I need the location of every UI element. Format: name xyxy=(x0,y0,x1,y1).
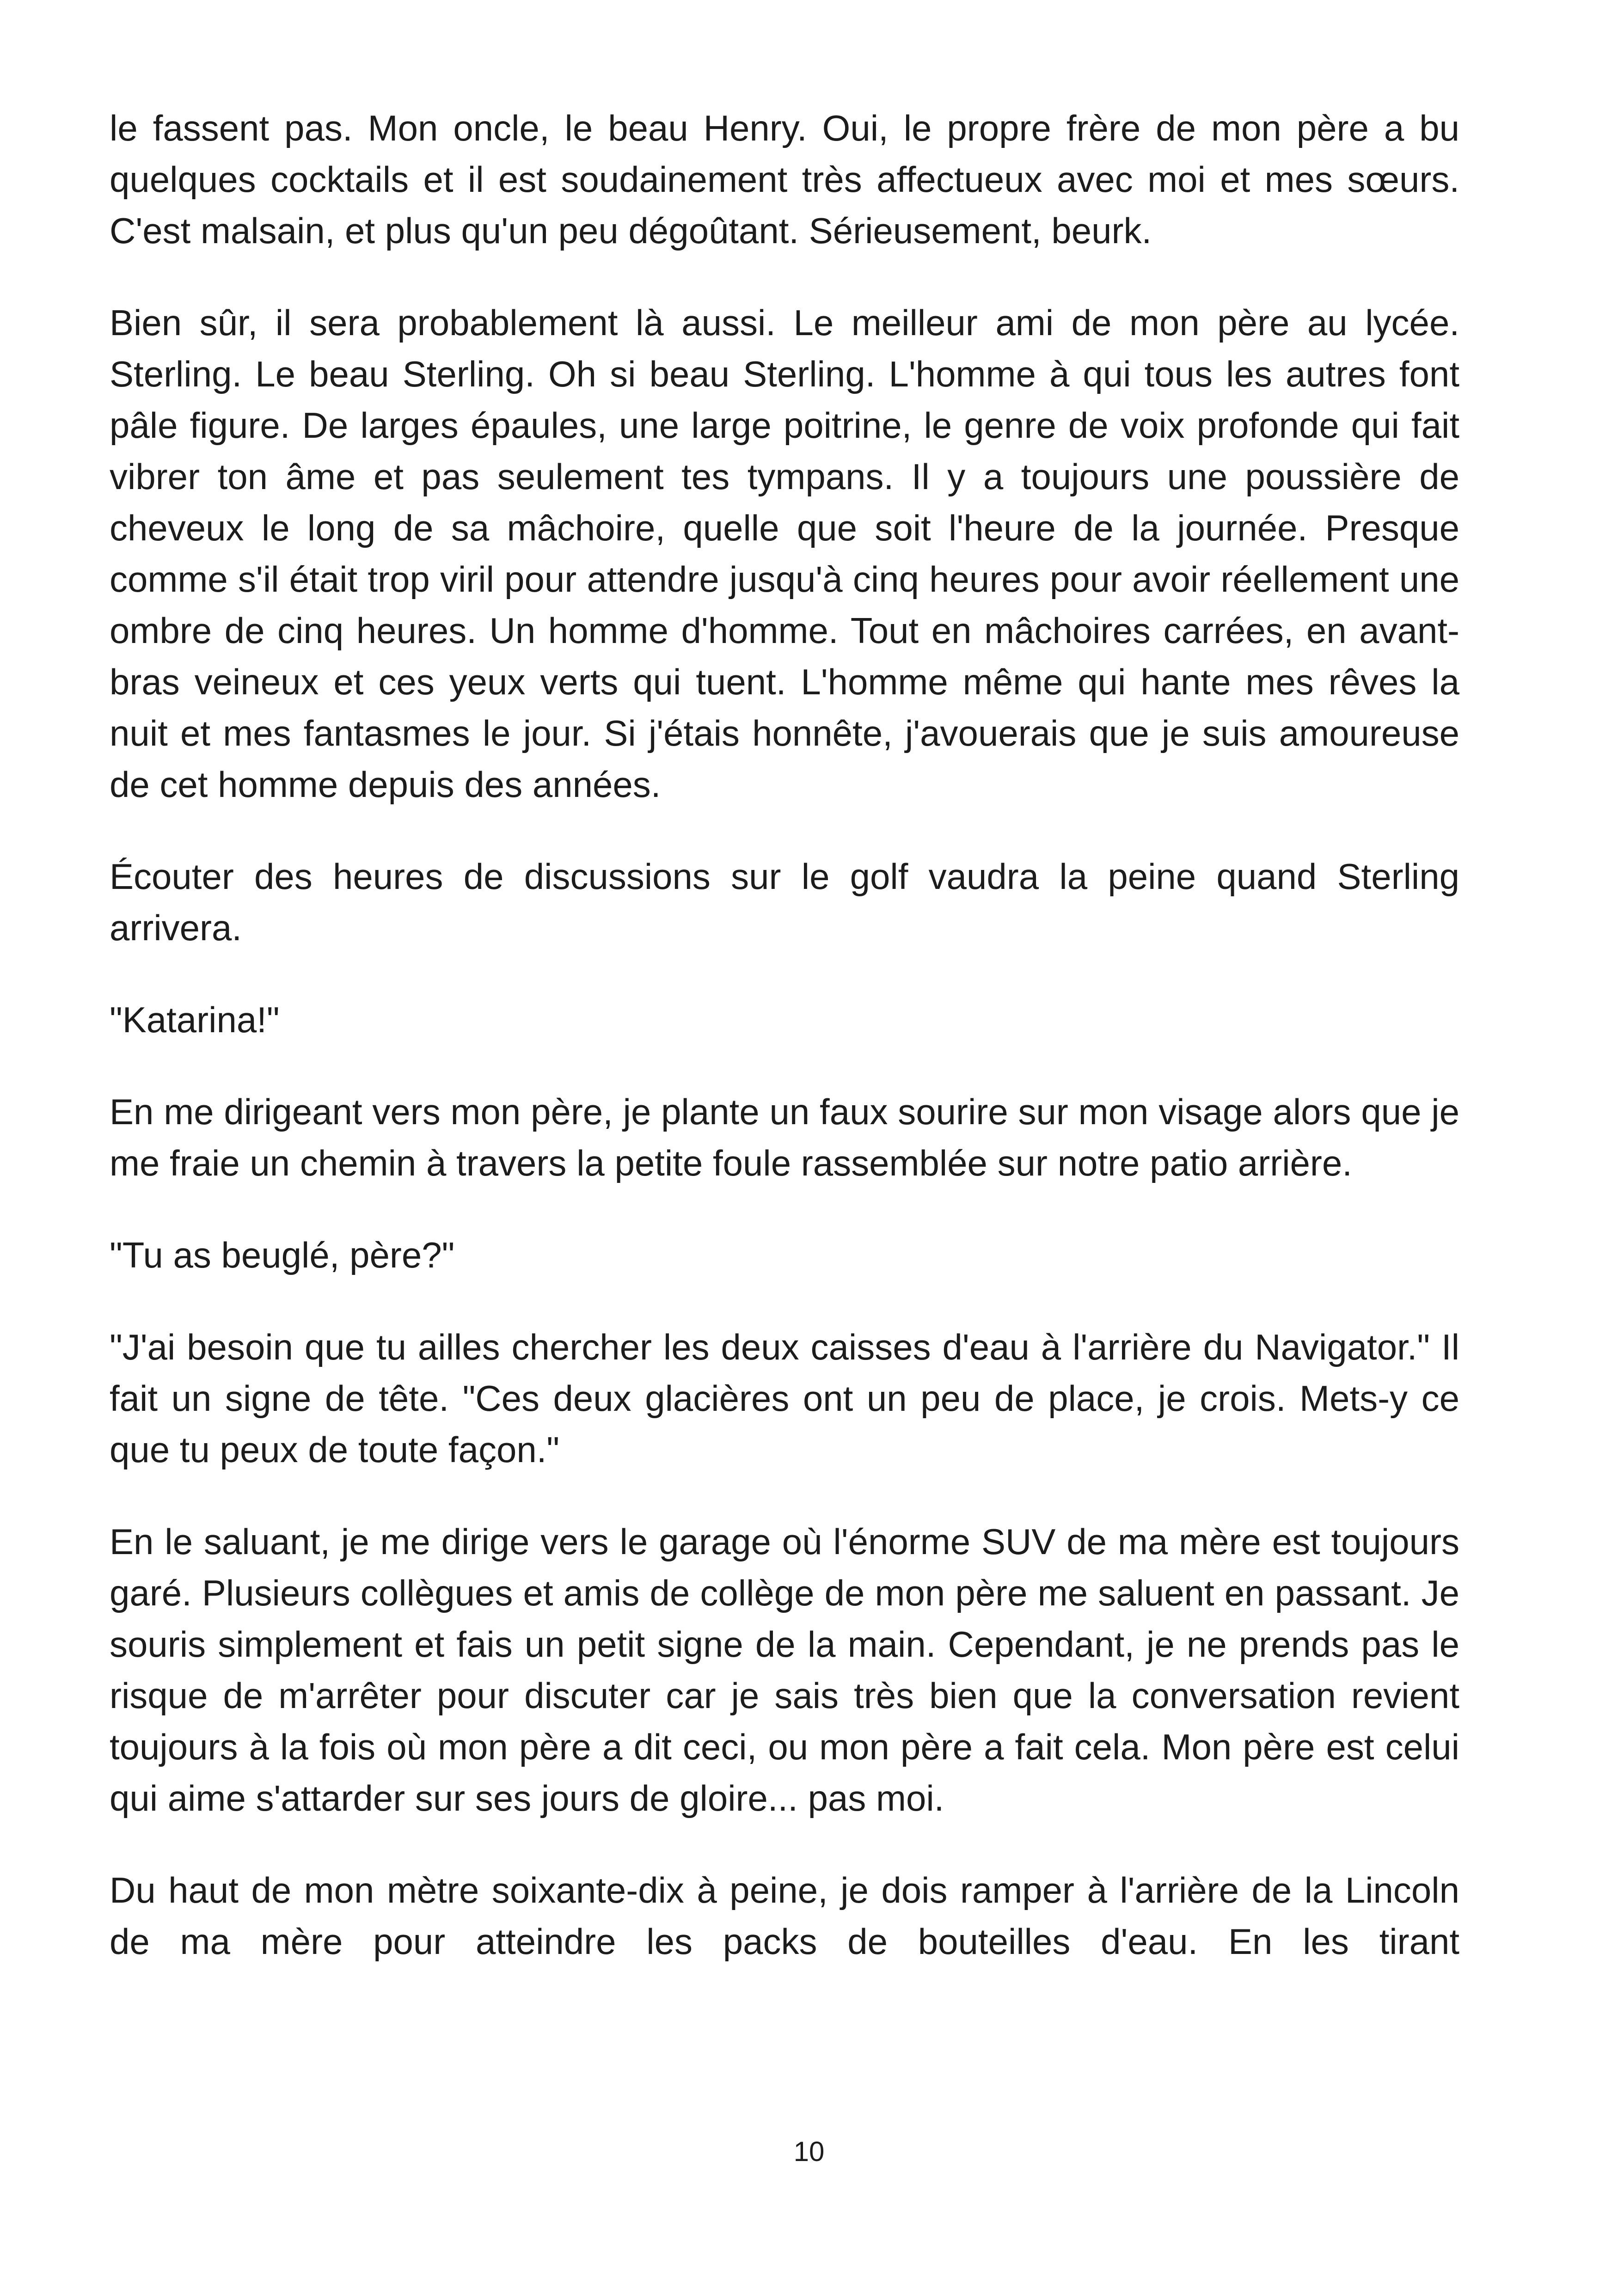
paragraph-8: En le saluant, je me dirige vers le garage où l'énorme SUV de ma mère est toujours garé. Plusieurs collègues et amis de collège de mon père me saluent en passant. Je souris simplement et fais un petit signe de la main. Cependant, je ne prends pas le risque de m'arrêter pour discuter car je sais très bien que la conversation revient toujours à la fois où mon père a dit ceci, ou mon père a fait cela. Mon père est celui qui aime s'attarder sur ses jours de gloire... pas moi. xyxy=(110,1521,1459,1818)
paragraph-2: Bien sûr, il sera probablement là aussi. Le meilleur ami de mon père au lycée. Sterling. Le beau Sterling. Oh si beau Sterling. L'homme à qui tous les autres font pâle figure. De larges épaules, une large poitrine, le genre de voix profonde qui fait vibrer ton âme et pas seulement tes tympans. Il y a toujours une poussière de cheveux le long de sa mâchoire, quelle que soit l'heure de la journée. Presque comme s'il était trop viril pour attendre jusqu'à cinq heures pour avoir réellement une ombre de cinq heures. Un homme d'homme. Tout en mâchoires carrées, en avant-bras veineux et ces yeux verts qui tuent. L'homme même qui hante mes rêves la nuit et mes fantasmes le jour. Si j'étais honnête, j'avouerais que je suis amoureuse de cet homme depuis des années. xyxy=(110,302,1459,805)
body-text xyxy=(110,103,1459,2008)
paragraph-3: Écouter des heures de discussions sur le golf vaudra la peine quand Sterling arrivera. xyxy=(110,856,1459,948)
paragraph-7: "J'ai besoin que tu ailles chercher les deux caisses d'eau à l'arrière du Navigator." Il fait un signe de tête. "Ces deux glacières ont un peu de place, je crois. Mets-y ce que tu peux de toute façon." xyxy=(110,1327,1459,1470)
paragraph-5: En me dirigeant vers mon père, je plante un faux sourire sur mon visage alors que je me fraie un chemin à travers la petite foule rassemblée sur notre patio arrière. xyxy=(110,1091,1459,1183)
paragraph-4: "Katarina!" xyxy=(110,999,280,1040)
paragraph-6: "Tu as beuglé, père?" xyxy=(110,1235,455,1275)
paragraph-9: Du haut de mon mètre soixante-dix à peine, je dois ramper à l'arrière de la Lincoln de ma mère pour atteindre les packs de bouteilles d'eau. En les tirant xyxy=(110,1870,1459,1962)
page-number: 10 xyxy=(793,2136,825,2167)
paragraph-1: le fassent pas. Mon oncle, le beau Henry. Oui, le propre frère de mon père a bu quelques cocktails et il est soudainement très affectueux avec moi et mes sœurs. C'est malsain, et plus qu'un peu dégoûtant. Sérieusement, beurk. xyxy=(110,108,1459,251)
